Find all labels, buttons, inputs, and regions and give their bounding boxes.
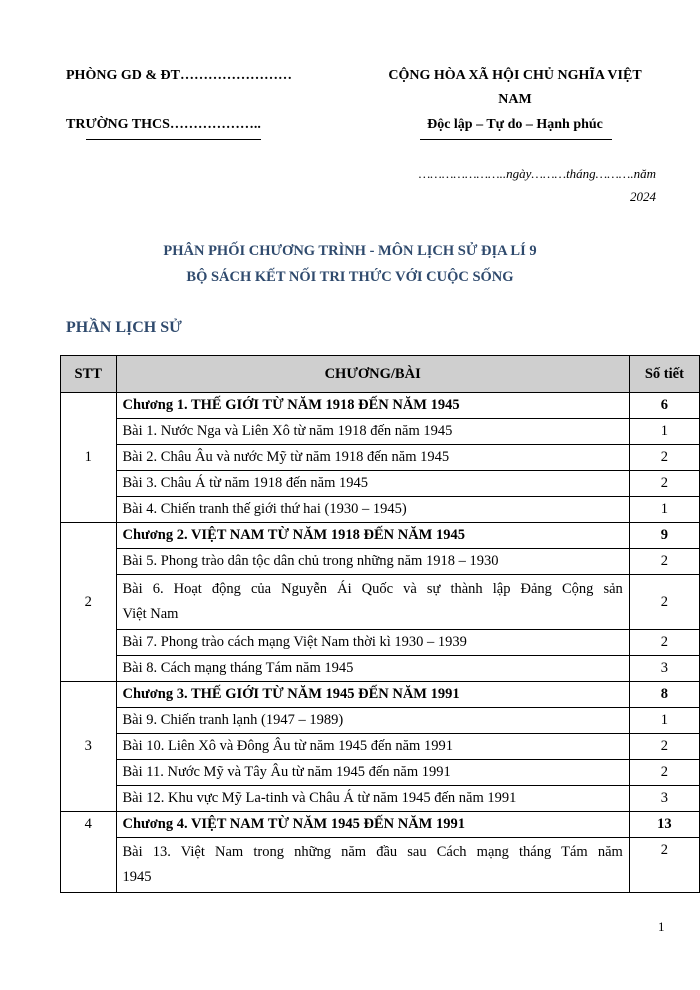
lesson-periods: 1 [629,497,699,523]
nation-title-line2: NAM [498,92,532,107]
column-header-periods: Số tiết [629,356,699,393]
date-year: 2024 [630,189,656,204]
lesson-title: Bài 5. Phong trào dân tộc dân chủ trong những năm 1918 – 1930 [116,549,629,575]
stt-cell: 1 [61,393,117,523]
lesson-title: Bài 1. Nước Nga và Liên Xô từ năm 1918 đến năm 1945 [116,419,629,445]
lesson-title: Bài 8. Cách mạng tháng Tám năm 1945 [116,656,629,682]
lesson-row [61,497,700,523]
section-heading: PHẦN LỊCH SỬ [66,319,182,336]
chapter-row [61,682,700,708]
chapter-row [61,393,700,419]
lesson-row [61,471,700,497]
lesson-periods: 2 [629,760,699,786]
lesson-periods: 3 [629,656,699,682]
lesson-row [61,549,700,575]
document-title: PHÂN PHỐI CHƯƠNG TRÌNH - MÔN LỊCH SỬ ĐỊA LÍ 9 [163,243,537,259]
nation-title-line1: CỘNG HÒA XÃ HỘI CHỦ NGHĨA VIỆT [388,68,642,83]
lesson-periods: 1 [629,708,699,734]
lesson-row [61,838,700,893]
department-label: PHÒNG GD & ĐT…………………… [66,68,292,83]
lesson-title-line1: Bài 6. Hoạt động của Nguyễn Ái Quốc và sự thành lập Đảng Cộng sản [122,581,623,597]
lesson-title: Bài 7. Phong trào cách mạng Việt Nam thời kì 1930 – 1939 [116,630,629,656]
chapter-periods: 9 [629,523,699,549]
lesson-title-line2: 1945 [122,869,152,885]
lesson-periods: 3 [629,786,699,812]
document-subtitle: BỘ SÁCH KẾT NỐI TRI THỨC VỚI CUỘC SỐNG [186,269,514,285]
stt-cell: 4 [61,812,117,893]
page-number: 1 [658,919,665,934]
lesson-title [116,575,629,630]
school-underline [86,139,261,140]
lesson-title: Bài 12. Khu vực Mỹ La-tinh và Châu Á từ năm 1945 đến năm 1991 [116,786,629,812]
stt-cell: 3 [61,682,117,812]
chapter-periods: 6 [629,393,699,419]
lesson-title: Bài 3. Châu Á từ năm 1918 đến năm 1945 [116,471,629,497]
chapter-periods: 8 [629,682,699,708]
table-header-row [61,356,700,393]
lesson-title-line2: Việt Nam [122,606,179,622]
lesson-row [61,630,700,656]
lesson-row [61,656,700,682]
school-label: TRƯỜNG THCS……………….. [66,117,261,132]
lesson-row [61,786,700,812]
lesson-periods: 2 [629,549,699,575]
chapter-row [61,812,700,838]
lesson-row [61,708,700,734]
stt-cell: 2 [61,523,117,682]
lesson-title: Bài 2. Châu Âu và nước Mỹ từ năm 1918 đến năm 1945 [116,445,629,471]
motto-underline [420,139,612,140]
lesson-row [61,575,700,630]
lesson-row [61,445,700,471]
lesson-title: Bài 9. Chiến tranh lạnh (1947 – 1989) [116,708,629,734]
chapter-title: Chương 1. THẾ GIỚI TỪ NĂM 1918 ĐẾN NĂM 1945 [116,393,629,419]
lesson-title: Bài 11. Nước Mỹ và Tây Âu từ năm 1945 đến năm 1991 [116,760,629,786]
lesson-title: Bài 10. Liên Xô và Đông Âu từ năm 1945 đến năm 1991 [116,734,629,760]
lesson-periods: 2 [629,471,699,497]
lesson-periods: 1 [629,419,699,445]
lesson-periods: 2 [629,445,699,471]
curriculum-table [60,355,700,893]
chapter-title: Chương 4. VIỆT NAM TỪ NĂM 1945 ĐẾN NĂM 1991 [116,812,629,838]
motto: Độc lập – Tự do – Hạnh phúc [427,117,603,132]
lesson-row [61,734,700,760]
chapter-row [61,523,700,549]
lesson-title-line1: Bài 13. Việt Nam trong những năm đầu sau Cách mạng tháng Tám năm [122,844,623,860]
lesson-periods: 2 [629,734,699,760]
lesson-row [61,760,700,786]
chapter-title: Chương 3. THẾ GIỚI TỪ NĂM 1945 ĐẾN NĂM 1991 [116,682,629,708]
lesson-title [116,838,629,893]
chapter-title: Chương 2. VIỆT NAM TỪ NĂM 1918 ĐẾN NĂM 1945 [116,523,629,549]
lesson-row [61,419,700,445]
lesson-title: Bài 4. Chiến tranh thế giới thứ hai (1930 – 1945) [116,497,629,523]
lesson-periods: 2 [629,575,699,630]
date-line: …………………..ngày………tháng……….năm [418,166,656,181]
chapter-periods: 13 [629,812,699,838]
lesson-periods: 2 [629,630,699,656]
column-header-stt: STT [61,356,117,393]
column-header-chapter-lesson: CHƯƠNG/BÀI [116,356,629,393]
lesson-periods: 2 [629,838,699,893]
